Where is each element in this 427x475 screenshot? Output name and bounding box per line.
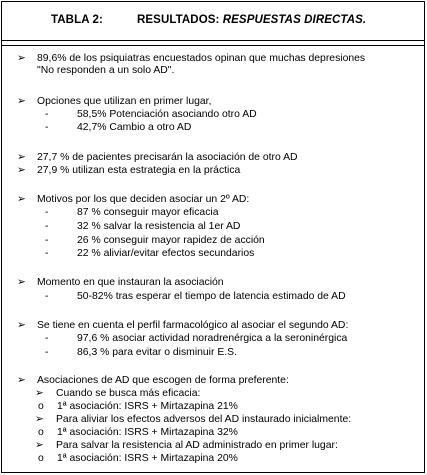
item-3: 27,7 % de pacientes precisarán la asociación de otro AD: [37, 152, 298, 163]
item-8-a: Cuando se busca más eficacia:: [56, 388, 201, 399]
arrow-bullet-icon: ➢: [17, 277, 26, 288]
item-5-sub-2: 32 % salvar la resistencia al 1er AD: [77, 221, 241, 232]
item-5-sub-1: 87 % conseguir mayor eficacia: [77, 207, 219, 218]
dash-bullet-icon: -: [45, 347, 49, 358]
circle-bullet-icon: o: [38, 453, 44, 464]
item-1-line-2: "No responden a un solo AD".: [37, 65, 175, 76]
dash-bullet-icon: -: [45, 291, 49, 302]
arrow-bullet-icon: ➢: [17, 194, 26, 205]
table-frame: [1, 1, 425, 473]
dash-bullet-icon: -: [45, 221, 49, 232]
dash-bullet-icon: -: [45, 235, 49, 246]
dash-bullet-icon: -: [45, 122, 49, 133]
item-8-b-1: 1ª asociación: ISRS + Mirtazapina 32%: [57, 427, 238, 438]
item-5-sub-4: 22 % aliviar/evitar efectos secundarios: [77, 248, 255, 259]
results-label: RESULTADOS:: [137, 14, 220, 26]
dash-bullet-icon: -: [45, 207, 49, 218]
item-2-sub-1: 58,5% Potenciación asociando otro AD: [77, 109, 257, 120]
arrow-bullet-icon: ➢: [35, 440, 44, 451]
item-8-a-1: 1ª asociación: ISRS + Mirtazapina 21%: [57, 401, 238, 412]
item-2-sub-2: 42,7% Cambio a otro AD: [77, 122, 192, 133]
item-8-b: Para aliviar los efectos adversos del AD instaurado inicialmente:: [56, 414, 352, 425]
item-5-sub-3: 26 % conseguir mayor rapidez de acción: [77, 235, 265, 246]
table-body: [2, 2, 424, 472]
arrow-bullet-icon: ➢: [35, 414, 44, 425]
item-7-sub-1: 97,6 % asociar actividad noradrenérgica a la seroninérgica: [77, 333, 348, 344]
arrow-bullet-icon: ➢: [17, 165, 26, 176]
item-1-line-1: 89,6% de los psiquiatras encuestados opinan que muchas depresiones: [37, 53, 366, 64]
item-7-title: Se tiene en cuenta el perfil farmacológico al asociar el segundo AD:: [37, 320, 349, 331]
table-label: TABLA 2:: [51, 14, 103, 26]
arrow-bullet-icon: ➢: [35, 388, 44, 399]
circle-bullet-icon: o: [38, 427, 44, 438]
circle-bullet-icon: o: [38, 401, 44, 412]
dash-bullet-icon: -: [45, 248, 49, 259]
item-6-sub-1: 50-82% tras esperar el tiempo de latencia estimado de AD: [77, 291, 346, 302]
item-8-title: Asociaciones de AD que escogen de forma preferente:: [37, 375, 289, 386]
item-6-title: Momento en que instauran la asociación: [37, 277, 224, 288]
arrow-bullet-icon: ➢: [17, 375, 26, 386]
arrow-bullet-icon: ➢: [17, 152, 26, 163]
arrow-bullet-icon: ➢: [17, 53, 26, 64]
item-7-sub-2: 86,3 % para evitar o disminuir E.S.: [77, 347, 237, 358]
item-5-title: Motivos por los que deciden asociar un 2º AD:: [37, 194, 250, 205]
results-subtitle: RESPUESTAS DIRECTAS.: [222, 14, 367, 26]
item-8-c: Para salvar la resistencia al AD administrado en primer lugar:: [56, 440, 338, 451]
item-8-c-1: 1ª asociación: ISRS + Mirtazapina 20%: [57, 453, 238, 464]
item-4: 27,9 % utilizan esta estrategia en la práctica: [37, 165, 241, 176]
item-2-title: Opciones que utilizan en primer lugar,: [37, 96, 212, 107]
dash-bullet-icon: -: [45, 109, 49, 120]
arrow-bullet-icon: ➢: [17, 320, 26, 331]
dash-bullet-icon: -: [45, 333, 49, 344]
arrow-bullet-icon: ➢: [17, 96, 26, 107]
